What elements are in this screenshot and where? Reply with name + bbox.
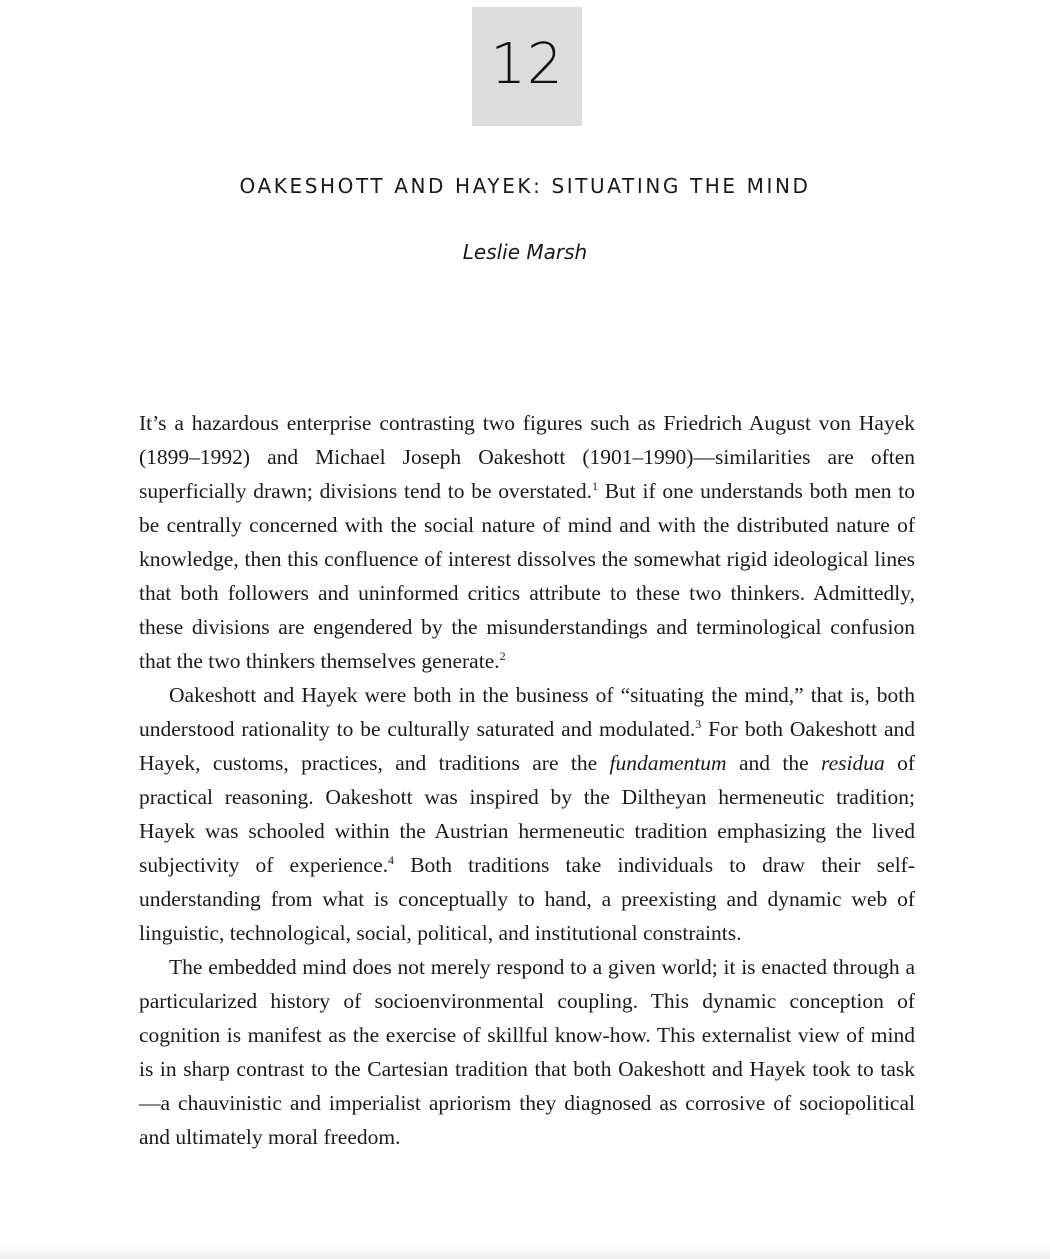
paragraph-text: For both Oakeshott and Hayek, customs, practices, and traditions are the	[139, 717, 916, 775]
italic-term: fundamentum	[609, 751, 727, 775]
paragraph-text: of practical reasoning. Oakeshott was inspired by the Diltheyan hermeneutic tradition; Hayek was schooled within the Austrian hermeneutic tradition emphasizing the lived subjectivity of experience.	[139, 751, 916, 877]
footnote-ref: 3	[695, 716, 702, 731]
author-name: Leslie Marsh	[462, 240, 588, 264]
paragraph-text: and the	[726, 751, 822, 775]
chapter-number-box	[472, 7, 582, 126]
paragraph-text: Both traditions take individuals to draw their self-understanding from what is conceptually to hand, a preexisting and dynamic web of linguistic, technological, social, political, and institutional constraints.	[139, 853, 915, 945]
paragraph-text: Oakeshott and Hayek were both in the business of “situating the mind,” that is, both understood rationality to be culturally saturated and modulated.	[139, 683, 915, 741]
paragraph	[139, 678, 915, 950]
page-bottom-edge	[0, 1245, 1050, 1259]
footnote-ref: 1	[591, 478, 598, 493]
footnote-ref: 4	[388, 852, 395, 867]
paragraph-text: But if one understands both men to be centrally concerned with the social nature of mind and with the distributed nature of knowledge, then this confluence of interest dissolves the somewhat rigid ideological lines that both followers and uninformed critics attribute to these two thinkers. Admittedly, these divisions are engendered by the misunderstandings and terminological confusion that the two thinkers themselves generate.	[139, 479, 915, 673]
chapter-title: OAKESHOTT AND HAYEK: SITUATING THE MIND	[239, 174, 811, 198]
italic-term: residua	[821, 751, 885, 775]
chapter-number: 12	[490, 32, 564, 97]
paragraph-text: The embedded mind does not merely respond to a given world; it is enacted through a particularized history of socioenvironmental coupling. This dynamic conception of cognition is manifest as the exercise of skillful know-how. This externalist view of mind is in sharp contrast to the Cartesian tradition that both Oakeshott and Hayek took to task—a chauvinistic and imperialist apriorism they diagnosed as corrosive of sociopolitical and ultimately moral freedom.	[139, 955, 915, 1149]
footnote-ref: 2	[499, 648, 506, 663]
paragraph	[139, 950, 915, 1154]
body-text	[139, 406, 915, 1154]
paragraph-text: It’s a hazardous enterprise contrasting two figures such as Friedrich August von Hayek (1899–1992) and Michael Joseph Oakeshott (1901–1990)––similarities are often superficially drawn; divisions tend to be overstated.	[139, 411, 915, 503]
paragraph	[139, 406, 915, 678]
